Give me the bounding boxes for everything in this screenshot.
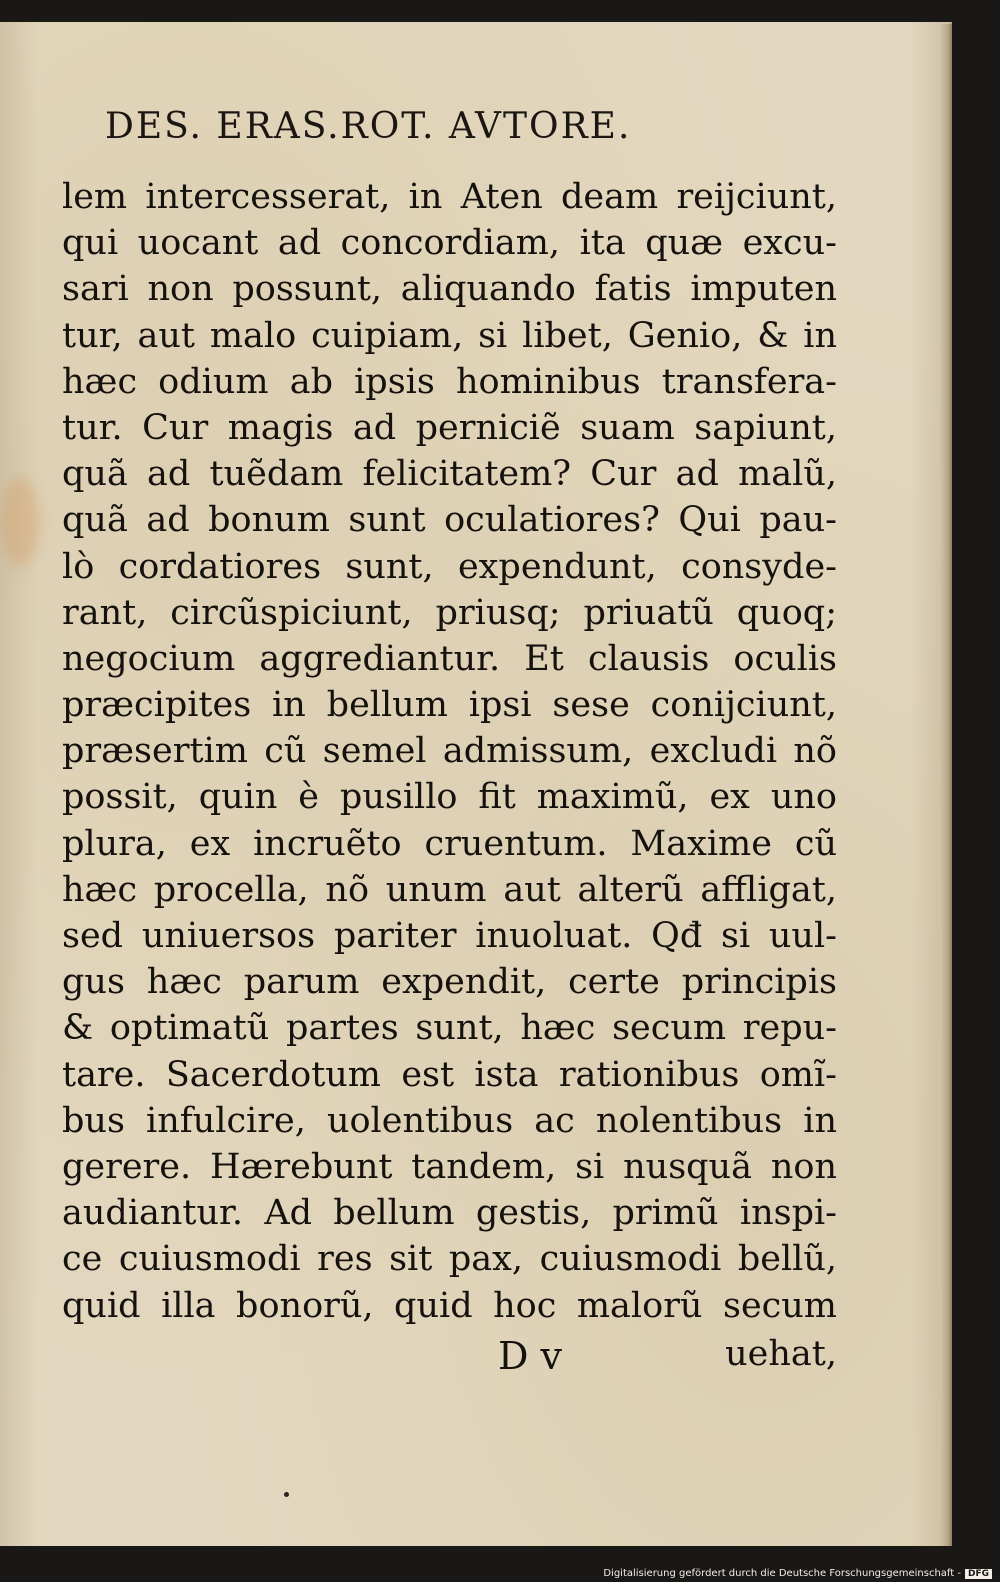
book-page (0, 22, 948, 1546)
text-line-19: & optimatũ partes sunt, hæc secum repu- (62, 1008, 837, 1049)
text-line-24: ce cuiusmodi res sit pax, cuiusmodi bellũ, (62, 1239, 837, 1280)
body-text (62, 174, 837, 1329)
text-line-18: gus hæc parum expendit, certe principis (62, 962, 837, 1003)
dfg-logo: DFG (965, 1569, 992, 1579)
text-line-15: plura, ex incruẽto cruentum. Maxime cũ (62, 823, 837, 864)
text-line-14: possit, quin è pusillo fit maximũ, ex uno (62, 777, 837, 818)
catchword: uehat, (725, 1334, 837, 1374)
text-line-4: tur, aut malo cuipiam, si libet, Genio, & in (62, 315, 837, 356)
text-line-8: quã ad bonum sunt oculatiores? Qui pau- (62, 500, 837, 541)
text-line-6: tur. Cur magis ad perniciẽ suam sapiunt, (62, 407, 837, 448)
text-line-10: rant, circũspiciunt, priusq; priuatũ quoq; (62, 592, 837, 633)
text-line-21: bus infulcire, uolentibus ac nolentibus in (62, 1100, 837, 1141)
credit-text: Digitalisierung gefördert durch die Deutsche Forschungsgemeinschaft - (603, 1568, 961, 1579)
text-line-22: gerere. Hærebunt tandem, si nusquã non (62, 1146, 837, 1187)
text-line-17: sed uniuersos pariter inuoluat. Qđ si uul- (62, 916, 837, 956)
text-line-20: tare. Sacerdotum est ista rationibus omĩ- (62, 1054, 837, 1095)
text-line-2: qui uocant ad concordiam, ita quæ excu- (62, 223, 837, 264)
page-edge (940, 24, 952, 1546)
ink-dot (284, 1492, 289, 1497)
signature-mark: D v (498, 1334, 563, 1378)
text-line-9: lò cordatiores sunt, expendunt, consyde- (62, 546, 837, 587)
paper-stain (0, 477, 40, 567)
text-line-12: præcipites in bellum ipsi sese conijciunt, (62, 685, 837, 726)
digitization-credit (603, 1568, 992, 1579)
text-line-3: sari non possunt, aliquando fatis imputen (62, 269, 837, 310)
text-line-23: audiantur. Ad bellum gestis, primũ inspi- (62, 1193, 837, 1234)
text-line-5: hæc odium ab ipsis hominibus transfera- (62, 361, 837, 402)
text-line-25: quid illa bonorũ, quid hoc malorũ secum (62, 1285, 837, 1326)
text-line-11: negocium aggrediantur. Et clausis oculis (62, 638, 837, 679)
running-header: DES. ERAS.ROT. AVTORE. (105, 106, 632, 147)
text-line-13: præsertim cũ semel admissum, excludi nõ (62, 731, 837, 772)
signature-row (62, 1334, 837, 1380)
text-line-1: lem intercesserat, in Aten deam reijciunt, (62, 177, 837, 217)
text-line-7: quã ad tuẽdam felicitatem? Cur ad malũ, (62, 454, 837, 495)
text-line-16: hæc procella, nõ unum aut alterũ affligat, (62, 869, 837, 910)
